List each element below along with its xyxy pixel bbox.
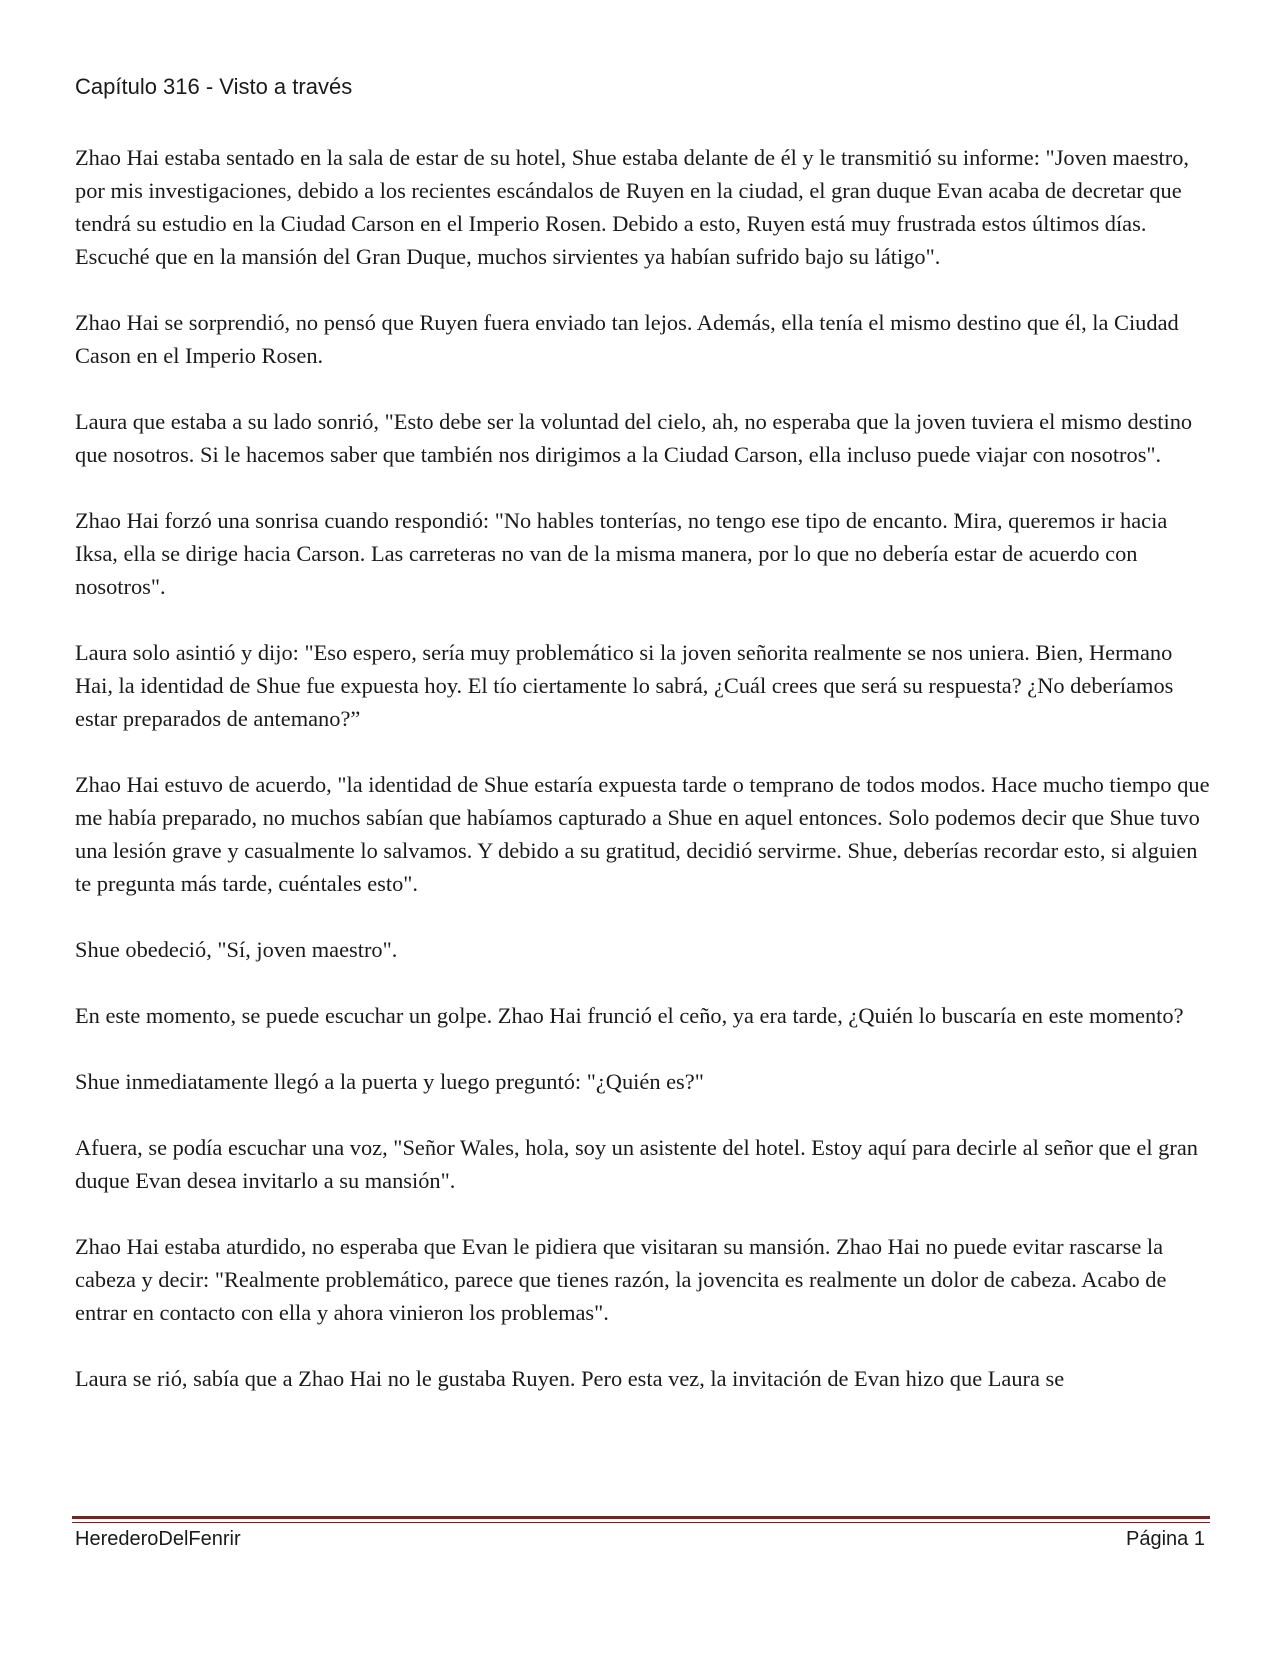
paragraph: Shue inmediatamente llegó a la puerta y luego preguntó: "¿Quién es?" (75, 1069, 704, 1094)
footer-divider-thin (72, 1522, 1210, 1523)
paragraph: Shue obedeció, "Sí, joven maestro". (75, 937, 398, 962)
paragraph: Zhao Hai estaba sentado en la sala de estar de su hotel, Shue estaba delante de él y le transmitió su informe: "Joven maestro, por mis investigaciones, debido a los recientes escándalos de Ruyen en la ciudad, el gran duque Evan acaba de decretar que tendrá su estudio en la Ciudad Carson en el Imperio Rosen. Debido a esto, Ruyen está muy frustrada estos últimos días. Escuché que en la mansión del Gran Duque, muchos sirvientes ya habían sufrido bajo su látigo". (75, 145, 1190, 269)
paragraph: Zhao Hai estuvo de acuerdo, "la identidad de Shue estaría expuesta tarde o temprano de todos modos. Hace mucho tiempo que me había preparado, no muchos sabían que habíamos capturado a Shue en aquel entonces. Solo podemos decir que Shue tuvo una lesión grave y casualmente lo salvamos. Y debido a su gratitud, decidió servirme. Shue, deberías recordar esto, si alguien te pregunta más tarde, cuéntales esto". (75, 772, 1210, 896)
document-body (75, 141, 1215, 1428)
paragraph: Laura que estaba a su lado sonrió, "Esto debe ser la voluntad del cielo, ah, no esperaba que la joven tuviera el mismo destino que nosotros. Si le hacemos saber que también nos dirigimos a la Ciudad Carson, ella incluso puede viajar con nosotros". (75, 409, 1193, 467)
paragraph: Laura solo asintió y dijo: "Eso espero, sería muy problemático si la joven señorita realmente se nos uniera. Bien, Hermano Hai, la identidad de Shue fue expuesta hoy. El tío ciertamente lo sabrá, ¿Cuál crees que será su respuesta? ¿No deberíamos estar preparados de antemano?” (75, 640, 1174, 731)
chapter-title: Capítulo 316 - Visto a través (75, 74, 353, 99)
footer-page-number: Página 1 (1126, 1528, 1205, 1550)
paragraph: Laura se rió, sabía que a Zhao Hai no le gustaba Ruyen. Pero esta vez, la invitación de Evan hizo que Laura se (75, 1366, 1065, 1391)
paragraph: En este momento, se puede escuchar un golpe. Zhao Hai frunció el ceño, ya era tarde, ¿Quién lo buscaría en este momento? (75, 1003, 1184, 1028)
paragraph: Zhao Hai se sorprendió, no pensó que Ruyen fuera enviado tan lejos. Además, ella tenía el mismo destino que él, la Ciudad Cason en el Imperio Rosen. (75, 310, 1179, 368)
paragraph: Afuera, se podía escuchar una voz, "Señor Wales, hola, soy un asistente del hotel. Estoy aquí para decirle al señor que el gran duque Evan desea invitarlo a su mansión". (75, 1135, 1198, 1193)
paragraph: Zhao Hai forzó una sonrisa cuando respondió: "No hables tonterías, no tengo ese tipo de encanto. Mira, queremos ir hacia Iksa, ella se dirige hacia Carson. Las carreteras no van de la misma manera, por lo que no debería estar de acuerdo con nosotros". (75, 508, 1168, 599)
footer-author: HerederoDelFenrir (75, 1528, 241, 1550)
paragraph: Zhao Hai estaba aturdido, no esperaba que Evan le pidiera que visitaran su mansión. Zhao Hai no puede evitar rascarse la cabeza y decir: "Realmente problemático, parece que tienes razón, la jovencita es realmente un dolor de cabeza. Acabo de entrar en contacto con ella y ahora vinieron los problemas". (75, 1234, 1167, 1325)
footer-divider (72, 1516, 1210, 1519)
